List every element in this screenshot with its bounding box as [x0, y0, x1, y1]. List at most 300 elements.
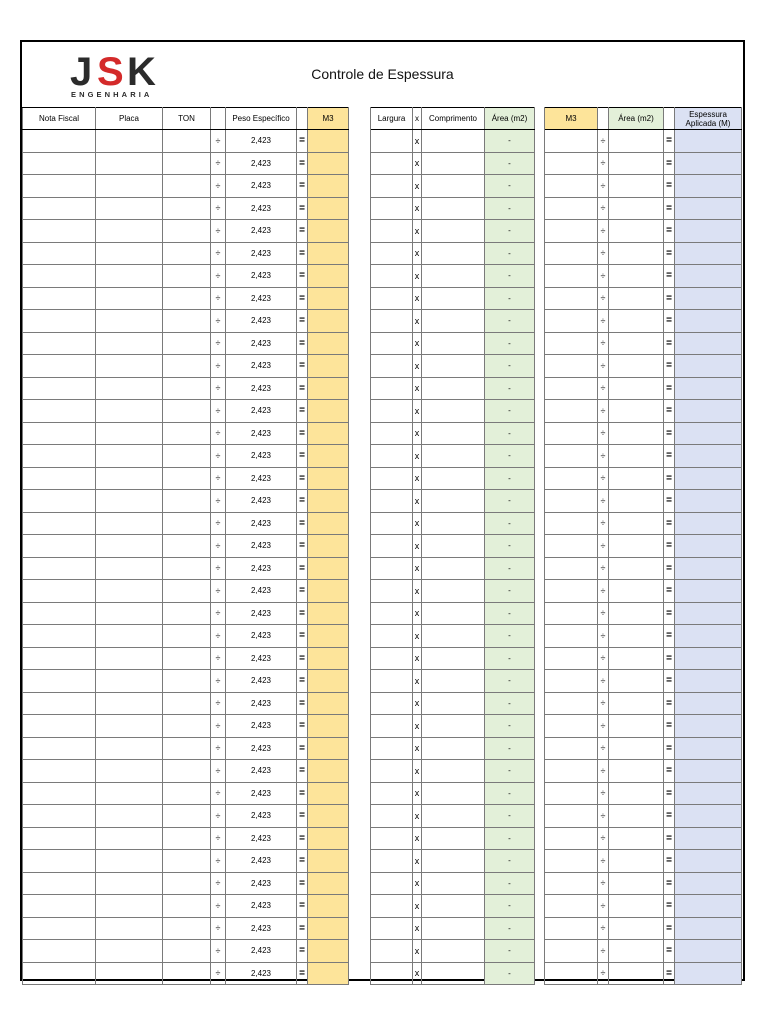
espessura-cell[interactable] [675, 670, 742, 693]
ton-cell[interactable] [163, 872, 211, 895]
largura-cell[interactable] [371, 940, 413, 963]
espessura-cell[interactable] [675, 962, 742, 985]
m3-cell[interactable] [308, 827, 349, 850]
m3-2-cell[interactable] [545, 535, 598, 558]
comprimento-cell[interactable] [422, 355, 485, 378]
espessura-cell[interactable] [675, 175, 742, 198]
area-2-cell[interactable] [609, 872, 664, 895]
m3-cell[interactable] [308, 737, 349, 760]
placa-cell[interactable] [96, 175, 163, 198]
nota-fiscal-cell[interactable] [23, 175, 96, 198]
area-2-cell[interactable] [609, 715, 664, 738]
comprimento-cell[interactable] [422, 535, 485, 558]
comprimento-cell[interactable] [422, 220, 485, 243]
ton-cell[interactable] [163, 490, 211, 513]
m3-cell[interactable] [308, 625, 349, 648]
placa-cell[interactable] [96, 377, 163, 400]
area-2-cell[interactable] [609, 580, 664, 603]
comprimento-cell[interactable] [422, 242, 485, 265]
m3-2-cell[interactable] [545, 490, 598, 513]
comprimento-cell[interactable] [422, 647, 485, 670]
ton-cell[interactable] [163, 737, 211, 760]
m3-2-cell[interactable] [545, 962, 598, 985]
placa-cell[interactable] [96, 962, 163, 985]
nota-fiscal-cell[interactable] [23, 287, 96, 310]
espessura-cell[interactable] [675, 850, 742, 873]
largura-cell[interactable] [371, 670, 413, 693]
m3-cell[interactable] [308, 332, 349, 355]
nota-fiscal-cell[interactable] [23, 220, 96, 243]
m3-2-cell[interactable] [545, 400, 598, 423]
nota-fiscal-cell[interactable] [23, 760, 96, 783]
ton-cell[interactable] [163, 130, 211, 153]
ton-cell[interactable] [163, 332, 211, 355]
largura-cell[interactable] [371, 715, 413, 738]
m3-2-cell[interactable] [545, 242, 598, 265]
nota-fiscal-cell[interactable] [23, 445, 96, 468]
comprimento-cell[interactable] [422, 557, 485, 580]
largura-cell[interactable] [371, 602, 413, 625]
placa-cell[interactable] [96, 332, 163, 355]
placa-cell[interactable] [96, 197, 163, 220]
area-2-cell[interactable] [609, 692, 664, 715]
m3-2-cell[interactable] [545, 602, 598, 625]
ton-cell[interactable] [163, 692, 211, 715]
largura-cell[interactable] [371, 760, 413, 783]
nota-fiscal-cell[interactable] [23, 782, 96, 805]
m3-2-cell[interactable] [545, 872, 598, 895]
largura-cell[interactable] [371, 917, 413, 940]
nota-fiscal-cell[interactable] [23, 625, 96, 648]
nota-fiscal-cell[interactable] [23, 715, 96, 738]
espessura-cell[interactable] [675, 332, 742, 355]
area-2-cell[interactable] [609, 962, 664, 985]
espessura-cell[interactable] [675, 512, 742, 535]
area-2-cell[interactable] [609, 445, 664, 468]
comprimento-cell[interactable] [422, 512, 485, 535]
largura-cell[interactable] [371, 647, 413, 670]
placa-cell[interactable] [96, 895, 163, 918]
m3-2-cell[interactable] [545, 512, 598, 535]
m3-2-cell[interactable] [545, 152, 598, 175]
comprimento-cell[interactable] [422, 850, 485, 873]
placa-cell[interactable] [96, 220, 163, 243]
largura-cell[interactable] [371, 242, 413, 265]
m3-2-cell[interactable] [545, 580, 598, 603]
m3-cell[interactable] [308, 220, 349, 243]
placa-cell[interactable] [96, 805, 163, 828]
comprimento-cell[interactable] [422, 197, 485, 220]
comprimento-cell[interactable] [422, 895, 485, 918]
area-2-cell[interactable] [609, 670, 664, 693]
ton-cell[interactable] [163, 557, 211, 580]
placa-cell[interactable] [96, 310, 163, 333]
ton-cell[interactable] [163, 400, 211, 423]
nota-fiscal-cell[interactable] [23, 692, 96, 715]
ton-cell[interactable] [163, 197, 211, 220]
m3-cell[interactable] [308, 287, 349, 310]
espessura-cell[interactable] [675, 400, 742, 423]
espessura-cell[interactable] [675, 445, 742, 468]
ton-cell[interactable] [163, 310, 211, 333]
m3-cell[interactable] [308, 557, 349, 580]
placa-cell[interactable] [96, 467, 163, 490]
m3-cell[interactable] [308, 265, 349, 288]
placa-cell[interactable] [96, 355, 163, 378]
area-2-cell[interactable] [609, 287, 664, 310]
largura-cell[interactable] [371, 737, 413, 760]
area-2-cell[interactable] [609, 175, 664, 198]
largura-cell[interactable] [371, 895, 413, 918]
m3-2-cell[interactable] [545, 310, 598, 333]
area-2-cell[interactable] [609, 265, 664, 288]
ton-cell[interactable] [163, 580, 211, 603]
placa-cell[interactable] [96, 490, 163, 513]
comprimento-cell[interactable] [422, 310, 485, 333]
nota-fiscal-cell[interactable] [23, 400, 96, 423]
area-2-cell[interactable] [609, 557, 664, 580]
m3-cell[interactable] [308, 535, 349, 558]
largura-cell[interactable] [371, 400, 413, 423]
ton-cell[interactable] [163, 152, 211, 175]
nota-fiscal-cell[interactable] [23, 962, 96, 985]
nota-fiscal-cell[interactable] [23, 917, 96, 940]
espessura-cell[interactable] [675, 940, 742, 963]
comprimento-cell[interactable] [422, 580, 485, 603]
nota-fiscal-cell[interactable] [23, 580, 96, 603]
area-2-cell[interactable] [609, 602, 664, 625]
comprimento-cell[interactable] [422, 827, 485, 850]
placa-cell[interactable] [96, 287, 163, 310]
area-2-cell[interactable] [609, 242, 664, 265]
largura-cell[interactable] [371, 512, 413, 535]
ton-cell[interactable] [163, 827, 211, 850]
area-2-cell[interactable] [609, 647, 664, 670]
nota-fiscal-cell[interactable] [23, 670, 96, 693]
area-2-cell[interactable] [609, 152, 664, 175]
ton-cell[interactable] [163, 377, 211, 400]
comprimento-cell[interactable] [422, 917, 485, 940]
m3-cell[interactable] [308, 760, 349, 783]
nota-fiscal-cell[interactable] [23, 805, 96, 828]
area-2-cell[interactable] [609, 355, 664, 378]
m3-2-cell[interactable] [545, 557, 598, 580]
nota-fiscal-cell[interactable] [23, 872, 96, 895]
m3-2-cell[interactable] [545, 175, 598, 198]
placa-cell[interactable] [96, 445, 163, 468]
largura-cell[interactable] [371, 130, 413, 153]
m3-cell[interactable] [308, 130, 349, 153]
espessura-cell[interactable] [675, 265, 742, 288]
m3-cell[interactable] [308, 782, 349, 805]
comprimento-cell[interactable] [422, 962, 485, 985]
placa-cell[interactable] [96, 625, 163, 648]
m3-cell[interactable] [308, 467, 349, 490]
comprimento-cell[interactable] [422, 265, 485, 288]
nota-fiscal-cell[interactable] [23, 557, 96, 580]
largura-cell[interactable] [371, 355, 413, 378]
nota-fiscal-cell[interactable] [23, 737, 96, 760]
largura-cell[interactable] [371, 265, 413, 288]
area-2-cell[interactable] [609, 310, 664, 333]
area-2-cell[interactable] [609, 377, 664, 400]
espessura-cell[interactable] [675, 242, 742, 265]
m3-2-cell[interactable] [545, 445, 598, 468]
placa-cell[interactable] [96, 692, 163, 715]
espessura-cell[interactable] [675, 557, 742, 580]
m3-2-cell[interactable] [545, 715, 598, 738]
ton-cell[interactable] [163, 242, 211, 265]
m3-cell[interactable] [308, 355, 349, 378]
ton-cell[interactable] [163, 625, 211, 648]
espessura-cell[interactable] [675, 467, 742, 490]
placa-cell[interactable] [96, 580, 163, 603]
ton-cell[interactable] [163, 467, 211, 490]
espessura-cell[interactable] [675, 355, 742, 378]
m3-2-cell[interactable] [545, 332, 598, 355]
espessura-cell[interactable] [675, 737, 742, 760]
area-2-cell[interactable] [609, 895, 664, 918]
ton-cell[interactable] [163, 512, 211, 535]
m3-2-cell[interactable] [545, 467, 598, 490]
m3-cell[interactable] [308, 670, 349, 693]
ton-cell[interactable] [163, 175, 211, 198]
ton-cell[interactable] [163, 760, 211, 783]
ton-cell[interactable] [163, 602, 211, 625]
m3-2-cell[interactable] [545, 805, 598, 828]
m3-2-cell[interactable] [545, 130, 598, 153]
espessura-cell[interactable] [675, 805, 742, 828]
ton-cell[interactable] [163, 422, 211, 445]
m3-cell[interactable] [308, 602, 349, 625]
area-2-cell[interactable] [609, 130, 664, 153]
comprimento-cell[interactable] [422, 377, 485, 400]
placa-cell[interactable] [96, 715, 163, 738]
largura-cell[interactable] [371, 445, 413, 468]
comprimento-cell[interactable] [422, 152, 485, 175]
m3-2-cell[interactable] [545, 827, 598, 850]
largura-cell[interactable] [371, 692, 413, 715]
espessura-cell[interactable] [675, 715, 742, 738]
largura-cell[interactable] [371, 467, 413, 490]
area-2-cell[interactable] [609, 490, 664, 513]
m3-cell[interactable] [308, 422, 349, 445]
placa-cell[interactable] [96, 422, 163, 445]
comprimento-cell[interactable] [422, 467, 485, 490]
m3-2-cell[interactable] [545, 377, 598, 400]
nota-fiscal-cell[interactable] [23, 422, 96, 445]
ton-cell[interactable] [163, 782, 211, 805]
nota-fiscal-cell[interactable] [23, 512, 96, 535]
largura-cell[interactable] [371, 377, 413, 400]
espessura-cell[interactable] [675, 782, 742, 805]
comprimento-cell[interactable] [422, 400, 485, 423]
placa-cell[interactable] [96, 782, 163, 805]
area-2-cell[interactable] [609, 332, 664, 355]
espessura-cell[interactable] [675, 535, 742, 558]
ton-cell[interactable] [163, 355, 211, 378]
comprimento-cell[interactable] [422, 130, 485, 153]
largura-cell[interactable] [371, 962, 413, 985]
m3-2-cell[interactable] [545, 355, 598, 378]
m3-2-cell[interactable] [545, 265, 598, 288]
m3-cell[interactable] [308, 197, 349, 220]
m3-cell[interactable] [308, 400, 349, 423]
espessura-cell[interactable] [675, 602, 742, 625]
espessura-cell[interactable] [675, 895, 742, 918]
ton-cell[interactable] [163, 670, 211, 693]
espessura-cell[interactable] [675, 917, 742, 940]
ton-cell[interactable] [163, 917, 211, 940]
area-2-cell[interactable] [609, 940, 664, 963]
largura-cell[interactable] [371, 422, 413, 445]
m3-cell[interactable] [308, 377, 349, 400]
placa-cell[interactable] [96, 917, 163, 940]
largura-cell[interactable] [371, 490, 413, 513]
nota-fiscal-cell[interactable] [23, 310, 96, 333]
espessura-cell[interactable] [675, 692, 742, 715]
placa-cell[interactable] [96, 512, 163, 535]
area-2-cell[interactable] [609, 400, 664, 423]
m3-2-cell[interactable] [545, 422, 598, 445]
placa-cell[interactable] [96, 152, 163, 175]
espessura-cell[interactable] [675, 197, 742, 220]
m3-cell[interactable] [308, 310, 349, 333]
placa-cell[interactable] [96, 535, 163, 558]
m3-2-cell[interactable] [545, 850, 598, 873]
m3-cell[interactable] [308, 962, 349, 985]
area-2-cell[interactable] [609, 805, 664, 828]
largura-cell[interactable] [371, 287, 413, 310]
comprimento-cell[interactable] [422, 625, 485, 648]
largura-cell[interactable] [371, 332, 413, 355]
espessura-cell[interactable] [675, 287, 742, 310]
area-2-cell[interactable] [609, 625, 664, 648]
comprimento-cell[interactable] [422, 287, 485, 310]
placa-cell[interactable] [96, 400, 163, 423]
espessura-cell[interactable] [675, 310, 742, 333]
nota-fiscal-cell[interactable] [23, 467, 96, 490]
comprimento-cell[interactable] [422, 872, 485, 895]
placa-cell[interactable] [96, 940, 163, 963]
m3-2-cell[interactable] [545, 782, 598, 805]
m3-2-cell[interactable] [545, 220, 598, 243]
m3-cell[interactable] [308, 512, 349, 535]
nota-fiscal-cell[interactable] [23, 850, 96, 873]
largura-cell[interactable] [371, 580, 413, 603]
largura-cell[interactable] [371, 220, 413, 243]
m3-2-cell[interactable] [545, 287, 598, 310]
comprimento-cell[interactable] [422, 760, 485, 783]
placa-cell[interactable] [96, 647, 163, 670]
espessura-cell[interactable] [675, 377, 742, 400]
nota-fiscal-cell[interactable] [23, 332, 96, 355]
placa-cell[interactable] [96, 602, 163, 625]
area-2-cell[interactable] [609, 850, 664, 873]
largura-cell[interactable] [371, 625, 413, 648]
placa-cell[interactable] [96, 760, 163, 783]
comprimento-cell[interactable] [422, 670, 485, 693]
nota-fiscal-cell[interactable] [23, 602, 96, 625]
m3-cell[interactable] [308, 850, 349, 873]
nota-fiscal-cell[interactable] [23, 940, 96, 963]
m3-cell[interactable] [308, 580, 349, 603]
nota-fiscal-cell[interactable] [23, 265, 96, 288]
largura-cell[interactable] [371, 827, 413, 850]
ton-cell[interactable] [163, 940, 211, 963]
espessura-cell[interactable] [675, 130, 742, 153]
area-2-cell[interactable] [609, 535, 664, 558]
largura-cell[interactable] [371, 850, 413, 873]
placa-cell[interactable] [96, 557, 163, 580]
comprimento-cell[interactable] [422, 715, 485, 738]
espessura-cell[interactable] [675, 647, 742, 670]
m3-cell[interactable] [308, 715, 349, 738]
ton-cell[interactable] [163, 895, 211, 918]
placa-cell[interactable] [96, 737, 163, 760]
comprimento-cell[interactable] [422, 940, 485, 963]
largura-cell[interactable] [371, 197, 413, 220]
comprimento-cell[interactable] [422, 692, 485, 715]
nota-fiscal-cell[interactable] [23, 895, 96, 918]
comprimento-cell[interactable] [422, 602, 485, 625]
ton-cell[interactable] [163, 265, 211, 288]
area-2-cell[interactable] [609, 760, 664, 783]
nota-fiscal-cell[interactable] [23, 647, 96, 670]
ton-cell[interactable] [163, 715, 211, 738]
nota-fiscal-cell[interactable] [23, 152, 96, 175]
largura-cell[interactable] [371, 152, 413, 175]
m3-cell[interactable] [308, 647, 349, 670]
m3-2-cell[interactable] [545, 692, 598, 715]
ton-cell[interactable] [163, 287, 211, 310]
area-2-cell[interactable] [609, 512, 664, 535]
comprimento-cell[interactable] [422, 422, 485, 445]
area-2-cell[interactable] [609, 197, 664, 220]
placa-cell[interactable] [96, 265, 163, 288]
ton-cell[interactable] [163, 647, 211, 670]
nota-fiscal-cell[interactable] [23, 355, 96, 378]
area-2-cell[interactable] [609, 220, 664, 243]
m3-2-cell[interactable] [545, 670, 598, 693]
espessura-cell[interactable] [675, 760, 742, 783]
ton-cell[interactable] [163, 962, 211, 985]
espessura-cell[interactable] [675, 422, 742, 445]
espessura-cell[interactable] [675, 625, 742, 648]
nota-fiscal-cell[interactable] [23, 535, 96, 558]
largura-cell[interactable] [371, 805, 413, 828]
m3-cell[interactable] [308, 490, 349, 513]
area-2-cell[interactable] [609, 737, 664, 760]
ton-cell[interactable] [163, 850, 211, 873]
m3-2-cell[interactable] [545, 760, 598, 783]
m3-2-cell[interactable] [545, 940, 598, 963]
m3-2-cell[interactable] [545, 737, 598, 760]
comprimento-cell[interactable] [422, 445, 485, 468]
area-2-cell[interactable] [609, 467, 664, 490]
m3-2-cell[interactable] [545, 647, 598, 670]
nota-fiscal-cell[interactable] [23, 130, 96, 153]
m3-cell[interactable] [308, 242, 349, 265]
nota-fiscal-cell[interactable] [23, 827, 96, 850]
espessura-cell[interactable] [675, 827, 742, 850]
comprimento-cell[interactable] [422, 782, 485, 805]
ton-cell[interactable] [163, 805, 211, 828]
placa-cell[interactable] [96, 242, 163, 265]
area-2-cell[interactable] [609, 422, 664, 445]
placa-cell[interactable] [96, 872, 163, 895]
largura-cell[interactable] [371, 782, 413, 805]
